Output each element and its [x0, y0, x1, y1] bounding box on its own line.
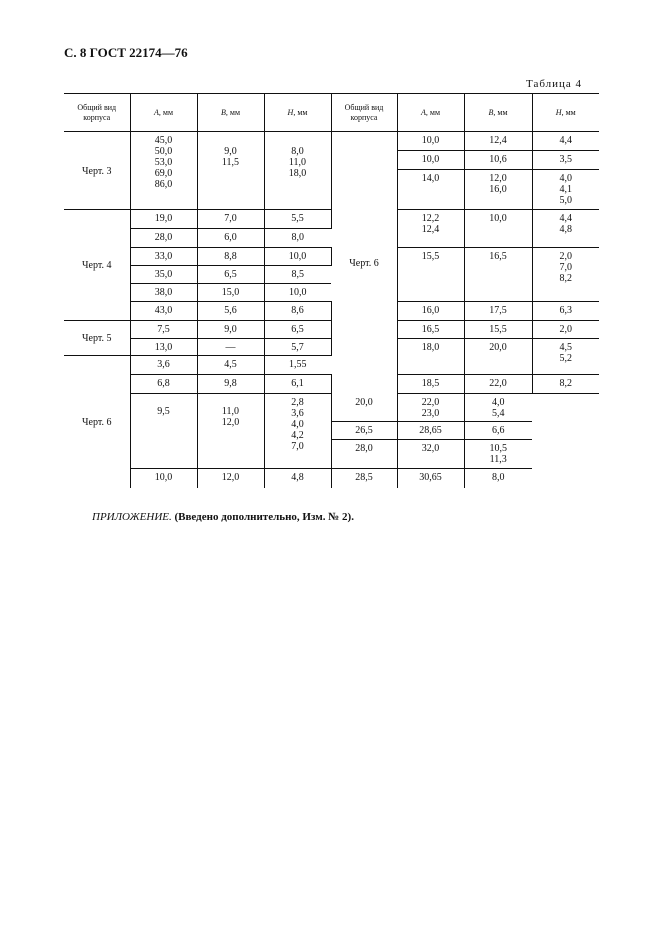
cell-a: 43,0 [130, 302, 197, 321]
cell-b: 4,5 [197, 356, 264, 375]
cell-b: — [197, 339, 264, 356]
cell-b: 6,5 [197, 266, 264, 284]
group-label-ch5: Черт. 5 [64, 321, 130, 356]
cell-a: 15,5 [397, 248, 464, 302]
cell-h: 8,0 11,0 18,0 [264, 132, 331, 210]
table-row [64, 394, 599, 422]
cell-b: 9,0 11,5 [197, 132, 264, 210]
group-label-ch3: Черт. 3 [64, 132, 130, 210]
cell-h: 2,0 [532, 321, 599, 339]
cell-h: 2,0 7,0 8,2 [532, 248, 599, 302]
cell-h: 8,6 [264, 302, 331, 321]
cell-b: 12,0 [197, 469, 264, 488]
cell-h: 5,7 [264, 339, 331, 356]
cell-a: 28,0 [130, 229, 197, 248]
table-header-row [64, 94, 599, 132]
cell-b: 7,0 [197, 210, 264, 229]
cell-h: 8,0 [264, 229, 331, 248]
header-b-right: B, мм [464, 94, 532, 132]
header-type: Общий вид корпуса [64, 94, 130, 132]
cell-h: 8,2 [532, 375, 599, 394]
cell-h: 1,55 [264, 356, 331, 375]
cell-a: 10,0 [397, 151, 464, 170]
cell-a: 16,0 [397, 302, 464, 321]
cell-a: 6,8 [130, 375, 197, 394]
cell-a: 3,6 [130, 356, 197, 375]
header-type-right: Общий вид корпуса [331, 94, 397, 132]
cell-a: 28,5 [331, 469, 397, 488]
header-b: B, мм [197, 94, 264, 132]
cell-a: 9,5 [130, 394, 197, 469]
cell-a: 18,5 [397, 375, 464, 394]
cell-h: 10,0 [264, 284, 331, 302]
cell-b: 15,5 [464, 321, 532, 339]
cell-a: 33,0 [130, 248, 197, 266]
cell-a: 12,2 12,4 [397, 210, 464, 248]
table-caption: Таблица 4 [526, 78, 583, 90]
cell-a: 45,0 50,0 53,0 69,0 86,0 [130, 132, 197, 210]
cell-h: 10,5 11,3 [464, 440, 532, 469]
cell-b: 28,65 [397, 422, 464, 440]
cell-b: 20,0 [464, 339, 532, 375]
cell-h: 6,3 [532, 302, 599, 321]
table-row [64, 469, 599, 488]
cell-h: 3,5 [532, 151, 599, 170]
cell-b: 9,8 [197, 375, 264, 394]
cell-a: 28,0 [331, 440, 397, 469]
cell-h: 8,5 [264, 266, 331, 284]
cell-b: 6,0 [197, 229, 264, 248]
cell-h: 6,5 [264, 321, 331, 339]
table-row [64, 132, 599, 151]
cell-b: 16,5 [464, 248, 532, 302]
cell-a: 20,0 [331, 394, 397, 422]
cell-a: 10,0 [397, 132, 464, 151]
cell-a: 16,5 [397, 321, 464, 339]
cell-b: 10,0 [464, 210, 532, 248]
cell-h: 2,8 3,6 4,0 4,2 7,0 [264, 394, 331, 469]
cell-b: 12,4 [464, 132, 532, 151]
cell-h: 5,5 [264, 210, 331, 229]
cell-h: 4,8 [264, 469, 331, 488]
cell-h: 4,5 5,2 [532, 339, 599, 375]
cell-a: 10,0 [130, 469, 197, 488]
header-h-right: H, мм [532, 94, 599, 132]
appendix-note-lead: ПРИЛОЖЕНИЕ. [92, 511, 172, 523]
group-label-ch4: Черт. 4 [64, 210, 130, 321]
appendix-note [92, 511, 354, 523]
cell-a: 35,0 [130, 266, 197, 284]
cell-b: 22,0 [464, 375, 532, 394]
cell-b: 30,65 [397, 469, 464, 488]
cell-h: 10,0 [264, 248, 331, 266]
cell-b: 17,5 [464, 302, 532, 321]
cell-h: 6,6 [464, 422, 532, 440]
page-header: С. 8 ГОСТ 22174—76 [64, 45, 188, 60]
appendix-note-text: (Введено дополнительно, Изм. № 2). [171, 511, 354, 523]
cell-b: 15,0 [197, 284, 264, 302]
cell-a: 18,0 [397, 339, 464, 375]
dimensions-table [64, 93, 599, 488]
cell-b: 8,8 [197, 248, 264, 266]
cell-h: 4,4 4,8 [532, 210, 599, 248]
cell-h: 4,0 4,1 5,0 [532, 170, 599, 210]
group-label-ch6: Черт. 6 [64, 356, 130, 488]
cell-b: 32,0 [397, 440, 464, 469]
cell-h: 4,0 5,4 [464, 394, 532, 422]
group-label-right-ch6: Черт. 6 [331, 132, 397, 394]
cell-b: 12,0 16,0 [464, 170, 532, 210]
cell-b: 10,6 [464, 151, 532, 170]
cell-a: 19,0 [130, 210, 197, 229]
cell-b: 11,0 12,0 [197, 394, 264, 469]
cell-a: 38,0 [130, 284, 197, 302]
cell-a: 13,0 [130, 339, 197, 356]
cell-h: 6,1 [264, 375, 331, 394]
cell-b: 9,0 [197, 321, 264, 339]
cell-b: 5,6 [197, 302, 264, 321]
cell-a: 14,0 [397, 170, 464, 210]
cell-a: 7,5 [130, 321, 197, 339]
cell-h: 4,4 [532, 132, 599, 151]
cell-h: 8,0 [492, 472, 505, 483]
header-a-right: A, мм [397, 94, 464, 132]
cell-a: 26,5 [331, 422, 397, 440]
cell-b: 22,0 23,0 [397, 394, 464, 422]
header-a: A, мм [130, 94, 197, 132]
header-h: H, мм [264, 94, 331, 132]
